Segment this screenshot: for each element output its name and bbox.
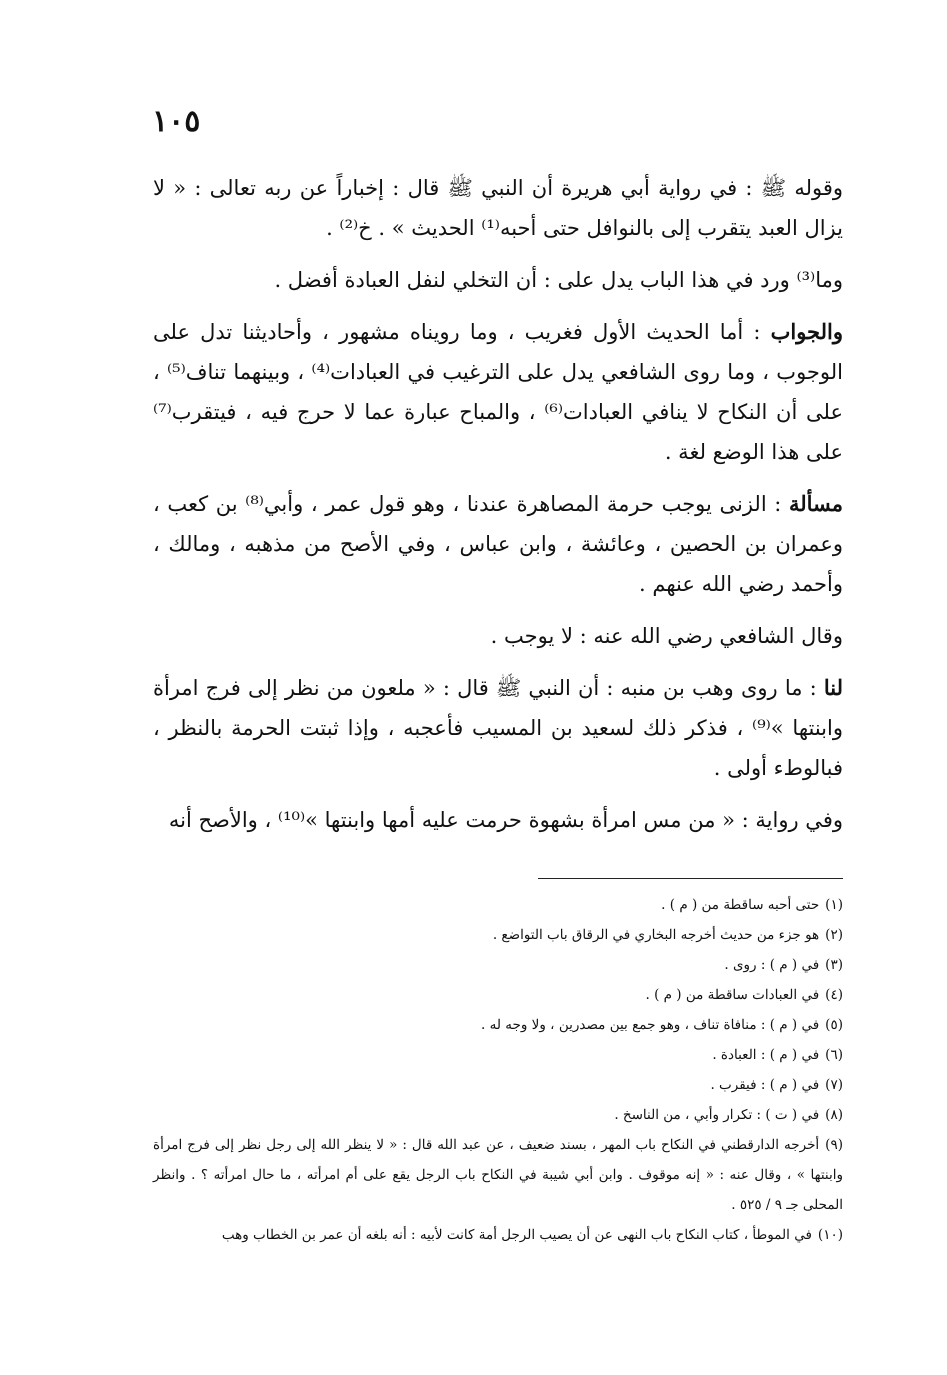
footnote-item bbox=[153, 1220, 843, 1250]
paragraph-riwaya bbox=[153, 800, 843, 840]
footnote-item bbox=[153, 1070, 843, 1100]
footnote-number: (٣) bbox=[825, 957, 843, 973]
paragraph-body: : ما روى وهب بن منبه : أن النبي ﷺ قال : « ملعون من نظر إلى فرج امرأة وابنتها »⁽⁹⁾ ، فذكر ذلك لسعيد بن المسيب فأعجبه ، وإذا ثبتت الحرمة بالنظر ، فبالوطء أولى . bbox=[153, 676, 843, 780]
footnote-number: (٩) bbox=[825, 1137, 843, 1153]
footnote-number: (٧) bbox=[825, 1077, 843, 1093]
main-text bbox=[153, 168, 843, 840]
footnote-item bbox=[153, 980, 843, 1010]
footnote-number: (٥) bbox=[825, 1017, 843, 1033]
footnote-number: (٦) bbox=[825, 1047, 843, 1063]
footnote-item bbox=[153, 950, 843, 980]
footnote-text: في ( م ) : روى . bbox=[724, 957, 820, 973]
footnote-number: (٤) bbox=[825, 987, 843, 1003]
footnote-text: في العبادات ساقطة من ( م ) . bbox=[645, 987, 820, 1003]
paragraph-body: وقوله ﷺ : في رواية أبي هريرة أن النبي ﷺ قال : إخباراً عن ربه تعالى : « لا يزال العبد يتقرب إلى بالنوافل حتى أحبه⁽¹⁾ الحديث » . خ⁽²⁾ . bbox=[153, 176, 843, 240]
footnote-item bbox=[153, 1100, 843, 1130]
paragraph-body: : الزنى يوجب حرمة المصاهرة عندنا ، وهو قول عمر ، وأبي⁽⁸⁾ بن كعب ، وعمران بن الحصين ، وعائشة ، وابن عباس ، وفي الأصح من مذهبه ، ومالك ، وأحمد رضي الله عنهم . bbox=[153, 492, 843, 596]
footnote-number: (٢) bbox=[825, 927, 843, 943]
paragraph-lana bbox=[153, 668, 843, 788]
paragraph-body: وفي رواية : « من مس امرأة بشهوة حرمت عليه أمها وابنتها »⁽¹⁰⁾ ، والأصح أنه bbox=[168, 808, 843, 832]
footnote-number: (١) bbox=[825, 897, 843, 913]
paragraph-takhalli bbox=[153, 260, 843, 300]
paragraph-body: وما⁽³⁾ ورد في هذا الباب يدل على : أن التخلي لنفل العبادة أفضل . bbox=[274, 268, 843, 292]
footnotes bbox=[153, 890, 843, 1250]
paragraph-lead-word: لنا bbox=[823, 675, 843, 700]
paragraph-body: : أما الحديث الأول فغريب ، وما رويناه مشهور ، وأحاديثنا تدل على الوجوب ، وما روى الشافعي يدل على الترغيب في العبادات⁽⁴⁾ ، وبينهما تناف⁽⁵⁾ ، على أن النكاح لا ينافي العبادات⁽⁶⁾ ، والمباح عبارة عما لا حرج فيه ، فيتقرب⁽⁷⁾ على هذا الوضع لغة . bbox=[153, 320, 843, 464]
footnote-item bbox=[153, 1010, 843, 1040]
footnote-number: (١٠) bbox=[817, 1227, 843, 1243]
paragraph-lead-word: والجواب bbox=[770, 319, 843, 344]
footnote-text: في ( م ) : فيقرب . bbox=[710, 1077, 820, 1093]
footnote-text: في ( م ) : العبادة . bbox=[712, 1047, 820, 1063]
footnote-text: في الموطأ ، كتاب النكاح باب النهى عن أن يصيب الرجل أمة كانت لأبيه : أنه بلغه أن عمر بن الخطاب وهب bbox=[221, 1227, 812, 1243]
footnote-text: حتى أحبه ساقطة من ( م ) . bbox=[661, 897, 820, 913]
paragraph-lead-word: مسألة bbox=[788, 491, 843, 516]
footnote-text: أخرجه الدارقطني في النكاح باب المهر ، بسند ضعيف ، عن عبد الله قال : « لا ينظر الله إلى رجل نظر إلى فرج امرأة وابنتها » ، وقال عنه : « إنه موقوف . وابن أبي شيبة في النكاح باب الرجل يقع على أم امرأته ، ما حال امرأته ؟ . وانظر المحلى جـ ٩ / ٥٢٥ . bbox=[153, 1137, 843, 1213]
footnote-text: في ( م ) : منافاة تناف ، وهو جمع بين مصدرين ، ولا وجه له . bbox=[481, 1017, 820, 1033]
paragraph-masala bbox=[153, 484, 843, 604]
footnote-item bbox=[153, 1130, 843, 1220]
paragraph-body: وقال الشافعي رضي الله عنه : لا يوجب . bbox=[490, 624, 843, 648]
footnote-number: (٨) bbox=[825, 1107, 843, 1123]
footnote-text: هو جزء من حديث أخرجه البخاري في الرقاق باب التواضع . bbox=[492, 927, 820, 943]
footnote-separator bbox=[538, 878, 843, 879]
paragraph-hadith-nawafil bbox=[153, 168, 843, 248]
paragraph-shafii bbox=[153, 616, 843, 656]
footnote-text: في ( ت ) : تكرار وأبي ، من الناسخ . bbox=[614, 1107, 820, 1123]
footnote-item bbox=[153, 890, 843, 920]
paragraph-answer bbox=[153, 312, 843, 472]
page-number: ١٠٥ bbox=[152, 104, 201, 139]
footnote-item bbox=[153, 920, 843, 950]
footnote-item bbox=[153, 1040, 843, 1070]
